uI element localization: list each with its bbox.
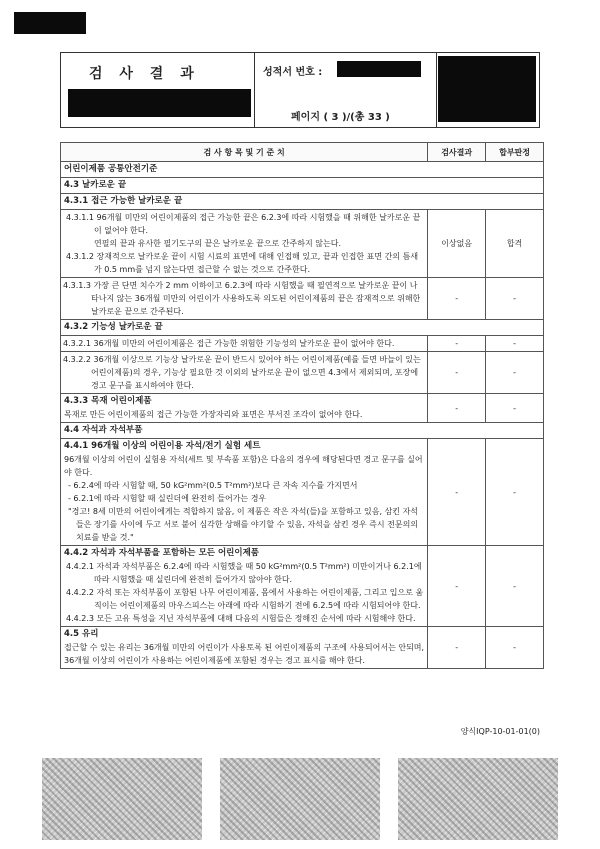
verdict-4-3-2-1: - bbox=[486, 336, 544, 352]
result-4-3-3: - bbox=[428, 394, 486, 423]
table-row bbox=[61, 423, 544, 439]
item-4-5-cell bbox=[61, 627, 428, 669]
result-4-3-1-3: - bbox=[428, 278, 486, 320]
section-4-4-1: 4.4.1 96개월 이상의 어린이용 자석/전기 실험 세트 bbox=[64, 441, 261, 451]
section-4-3-2: 4.3.2 기능성 날카로운 끝 bbox=[61, 320, 544, 336]
redacted-top-label bbox=[14, 12, 86, 34]
section-4-3-3: 4.3.3 목재 어린이제품 bbox=[64, 396, 152, 406]
item-4-4-2-cell bbox=[61, 546, 428, 627]
security-pattern-left bbox=[42, 758, 202, 840]
item-4-4-1: 96개월 이상의 어린이 실험용 자석(세트 및 부속품 포함)은 다음의 경우에 해당된다면 경고 문구를 실어야 한다. bbox=[64, 455, 423, 477]
security-pattern-center bbox=[220, 758, 380, 840]
item-4-4-2-2: 4.4.2.2 자석 또는 자석부품이 포함된 나무 어린이제품, 몸에서 사용하는 어린이제품, 그리고 입으로 움직이는 어린이제품의 마우스피스는 아래에 따라 시험하기 전에 6.2.5에 따라 시험되어야 한다. bbox=[66, 588, 424, 610]
table-row bbox=[61, 178, 544, 194]
table-row bbox=[61, 546, 544, 627]
security-pattern-right bbox=[398, 758, 558, 840]
report-title: 검 사 결 과 bbox=[89, 66, 200, 82]
table-row bbox=[61, 439, 544, 546]
result-4-3-1: 이상없음 bbox=[428, 210, 486, 278]
item-4-4-2-3: 4.4.2.3 모든 고유 특성을 지닌 자석부품에 대해 다음의 시험들은 정해진 순서에 따라 시험해야 한다. bbox=[66, 614, 416, 623]
item-4-5: 접근할 수 있는 유리는 36개월 미만의 어린이가 사용토록 된 어린이제품의 구조에 사용되어서는 안되며, 36개월 이상의 어린이가 사용하는 어린이제품에 포함된 경우는 경고 표시를 해야 한다. bbox=[64, 643, 425, 665]
redacted-company bbox=[68, 89, 251, 117]
table-row bbox=[61, 278, 544, 320]
item-4-4-2-1: 4.4.2.1 자석과 자석부품은 6.2.4에 따라 시험했을 때 50 kG²mm²(0.5 T²mm²) 미만이거나 6.2.1에 따라 시험했을 때 실린더에 완전히 들어가지 않아야 한다. bbox=[66, 562, 422, 584]
table-row bbox=[61, 336, 544, 352]
section-4-4-2: 4.4.2 자석과 자석부품을 포함하는 모든 어린이제품 bbox=[64, 548, 260, 558]
col-header-result: 검사결과 bbox=[428, 143, 486, 162]
item-4-3-2-2: 4.3.2.2 36개월 이상으로 기능상 날카로운 끝이 반드시 있어야 하는 어린이제품(예를 들면 바늘이 있는 어린이제품)의 경우, 기능상 필요한 것 이외의 날카로운 끝이 없으면 4.3에서 제외되며, 포장에 경고 문구를 표시하여야 한다. bbox=[61, 352, 428, 394]
item-4-3-1-2: 4.3.1.2 장재적으로 날카로운 끝이 시험 시료의 표면에 대해 인접해 있고, 끝과 인접한 표면 간의 틈새가 0.5 mm를 넘지 않는다면 접근할 수 없는 것으로 간주한다. bbox=[66, 252, 419, 274]
inspection-table bbox=[60, 142, 544, 669]
verdict-4-5: - bbox=[486, 627, 544, 669]
section-4-5: 4.5 유리 bbox=[64, 629, 99, 639]
page-number: 페이지 ( 3 )/(총 33 ) bbox=[291, 112, 390, 123]
item-4-3-3-cell bbox=[61, 394, 428, 423]
result-4-3-2-1: - bbox=[428, 336, 486, 352]
header-divider bbox=[254, 53, 255, 127]
table-row bbox=[61, 194, 544, 210]
col-header-items: 검 사 항 목 및 기 준 치 bbox=[61, 143, 428, 162]
item-4-4-1-b: - 6.2.1에 따라 시험할 때 실린더에 완전히 들어가는 경우 bbox=[68, 494, 267, 503]
result-4-4-2: - bbox=[428, 546, 486, 627]
item-4-4-1-cell bbox=[61, 439, 428, 546]
item-4-4-1-a: - 6.2.4에 따라 시험할 때, 50 kG²mm²(0.5 T²mm²)보다 큰 자속 지수를 가지면서 bbox=[68, 481, 358, 490]
table-header-row bbox=[61, 143, 544, 162]
verdict-4-3-3: - bbox=[486, 394, 544, 423]
table-row bbox=[61, 352, 544, 394]
header-divider-2 bbox=[436, 53, 437, 127]
form-code: 양식IQP-10-01-01(0) bbox=[460, 727, 540, 736]
item-4-3-1-3: 4.3.1.3 가장 큰 단면 치수가 2 mm 이하이고 6.2.3에 따라 시험했을 때 필연적으로 날카로운 끝이 나타나지 않는 36개월 미만의 어린이가 사용하도록 의도된 어린이제품의 끝은 잠재적으로 위해한 날카로운 끝으로 간주된다. bbox=[61, 278, 428, 320]
section-4-3-1: 4.3.1 접근 가능한 날카로운 끝 bbox=[61, 194, 544, 210]
cert-number-label: 성적서 번호 : bbox=[263, 67, 323, 78]
standard-name: 어린이제품 공통안전기준 bbox=[61, 162, 544, 178]
table-row bbox=[61, 162, 544, 178]
verdict-4-4-2: - bbox=[486, 546, 544, 627]
redacted-cert-number bbox=[337, 61, 421, 77]
result-4-4-1: - bbox=[428, 439, 486, 546]
verdict-4-3-1: 합격 bbox=[486, 210, 544, 278]
table-row bbox=[61, 627, 544, 669]
item-4-3-3: 목재로 만든 어린이제품의 접근 가능한 가장자리와 표면은 부서진 조각이 없어야 한다. bbox=[64, 410, 363, 419]
item-4-4-1-warning: "경고! 8세 미만의 어린이에게는 적합하지 않음, 이 제품은 작은 자석(들)을 포함하고 있음, 삼킨 자석들은 장기를 사이에 두고 서로 붙어 심각한 상해를 야기할 수 있음, 자석을 삼킨 경우 즉시 전문의의 치료를 받을 것." bbox=[68, 507, 419, 542]
col-header-verdict: 합부판정 bbox=[486, 143, 544, 162]
item-4-3-1-1-2 bbox=[61, 210, 428, 278]
redacted-logo bbox=[438, 56, 536, 122]
section-4-4: 4.4 자석과 자석부품 bbox=[61, 423, 544, 439]
section-4-3: 4.3 날카로운 끝 bbox=[61, 178, 544, 194]
item-4-3-1-1: 4.3.1.1 96개월 미만의 어린이제품의 접근 가능한 끝은 6.2.3에 따라 시험했을 때 위해한 날카로운 끝이 없어야 한다. bbox=[66, 213, 421, 235]
verdict-4-4-1: - bbox=[486, 439, 544, 546]
result-4-3-2-2: - bbox=[428, 352, 486, 394]
item-4-3-2-1: 4.3.2.1 36개월 미만의 어린이제품은 접근 가능한 위험한 기능성의 날카로운 끝이 없어야 한다. bbox=[61, 336, 428, 352]
table-row bbox=[61, 320, 544, 336]
table-row bbox=[61, 394, 544, 423]
verdict-4-3-2-2: - bbox=[486, 352, 544, 394]
item-4-3-1-1-note: 연필의 끝과 유사한 필기도구의 끝은 날카로운 끝으로 간주하지 않는다. bbox=[94, 239, 341, 248]
verdict-4-3-1-3: - bbox=[486, 278, 544, 320]
table-row bbox=[61, 210, 544, 278]
result-4-5: - bbox=[428, 627, 486, 669]
